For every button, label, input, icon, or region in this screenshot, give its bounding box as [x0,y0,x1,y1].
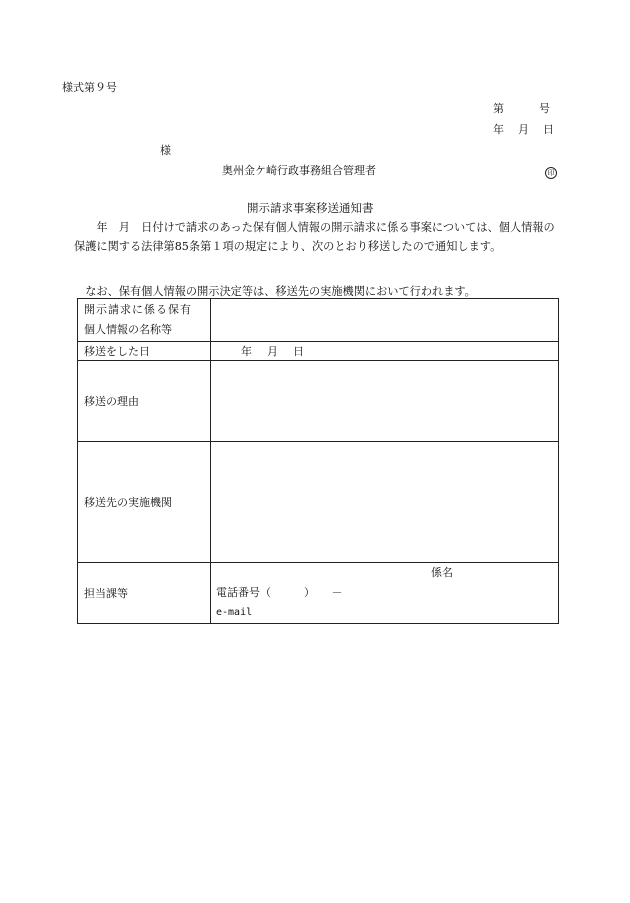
info-name-field[interactable] [211,299,559,342]
transfer-details-table [77,298,559,624]
transfer-reason-field[interactable] [211,361,559,442]
body-paragraph-2: なお、保有個人情報の開示決定等は、移送先の実施機関において行われます。 [85,285,476,298]
transfer-date-value: 年 月 日 [241,345,306,358]
addressee-suffix: 様 [160,144,171,157]
contact-department-label: 担当課等 [78,563,211,624]
table-row [78,342,559,361]
table-row [78,563,559,624]
email-label: e-mail [216,607,253,618]
transfer-date-field[interactable] [211,342,559,361]
transfer-reason-label: 移送の理由 [78,361,211,442]
transfer-destination-label: 移送先の実施機関 [78,442,211,563]
document-number: 第 号 [493,102,551,115]
table-row [78,442,559,563]
info-name-label-line2: 個人情報の名称等 [84,323,172,336]
seal-icon: 印 [545,167,557,179]
document-title: 開示請求事案移送通知書 [247,201,374,215]
body-paragraph-1: 年 月 日付けで請求のあった保有個人情報の開示請求に係る事案については、個人情報の保護に関する法律第85条第１項の規定により、次のとおり移送したので通知します。 [74,221,555,253]
section-name-label: 係名 [431,566,453,579]
phone-number-label: 電話番号（ ） － [216,586,343,599]
table-row [78,361,559,442]
info-name-label-line1: 開示請求に係る保有 [84,303,192,316]
contact-info-field[interactable] [211,563,559,624]
seal-mark [545,165,557,179]
issuer-name: 奥州金ケ崎行政事務組合管理者 [222,164,376,177]
table-row [78,299,559,342]
transfer-date-label: 移送をした日 [78,342,211,361]
form-number: 様式第９号 [62,81,117,94]
info-name-label [78,299,211,342]
document-date: 年 月 日 [493,123,556,136]
transfer-destination-field[interactable] [211,442,559,563]
